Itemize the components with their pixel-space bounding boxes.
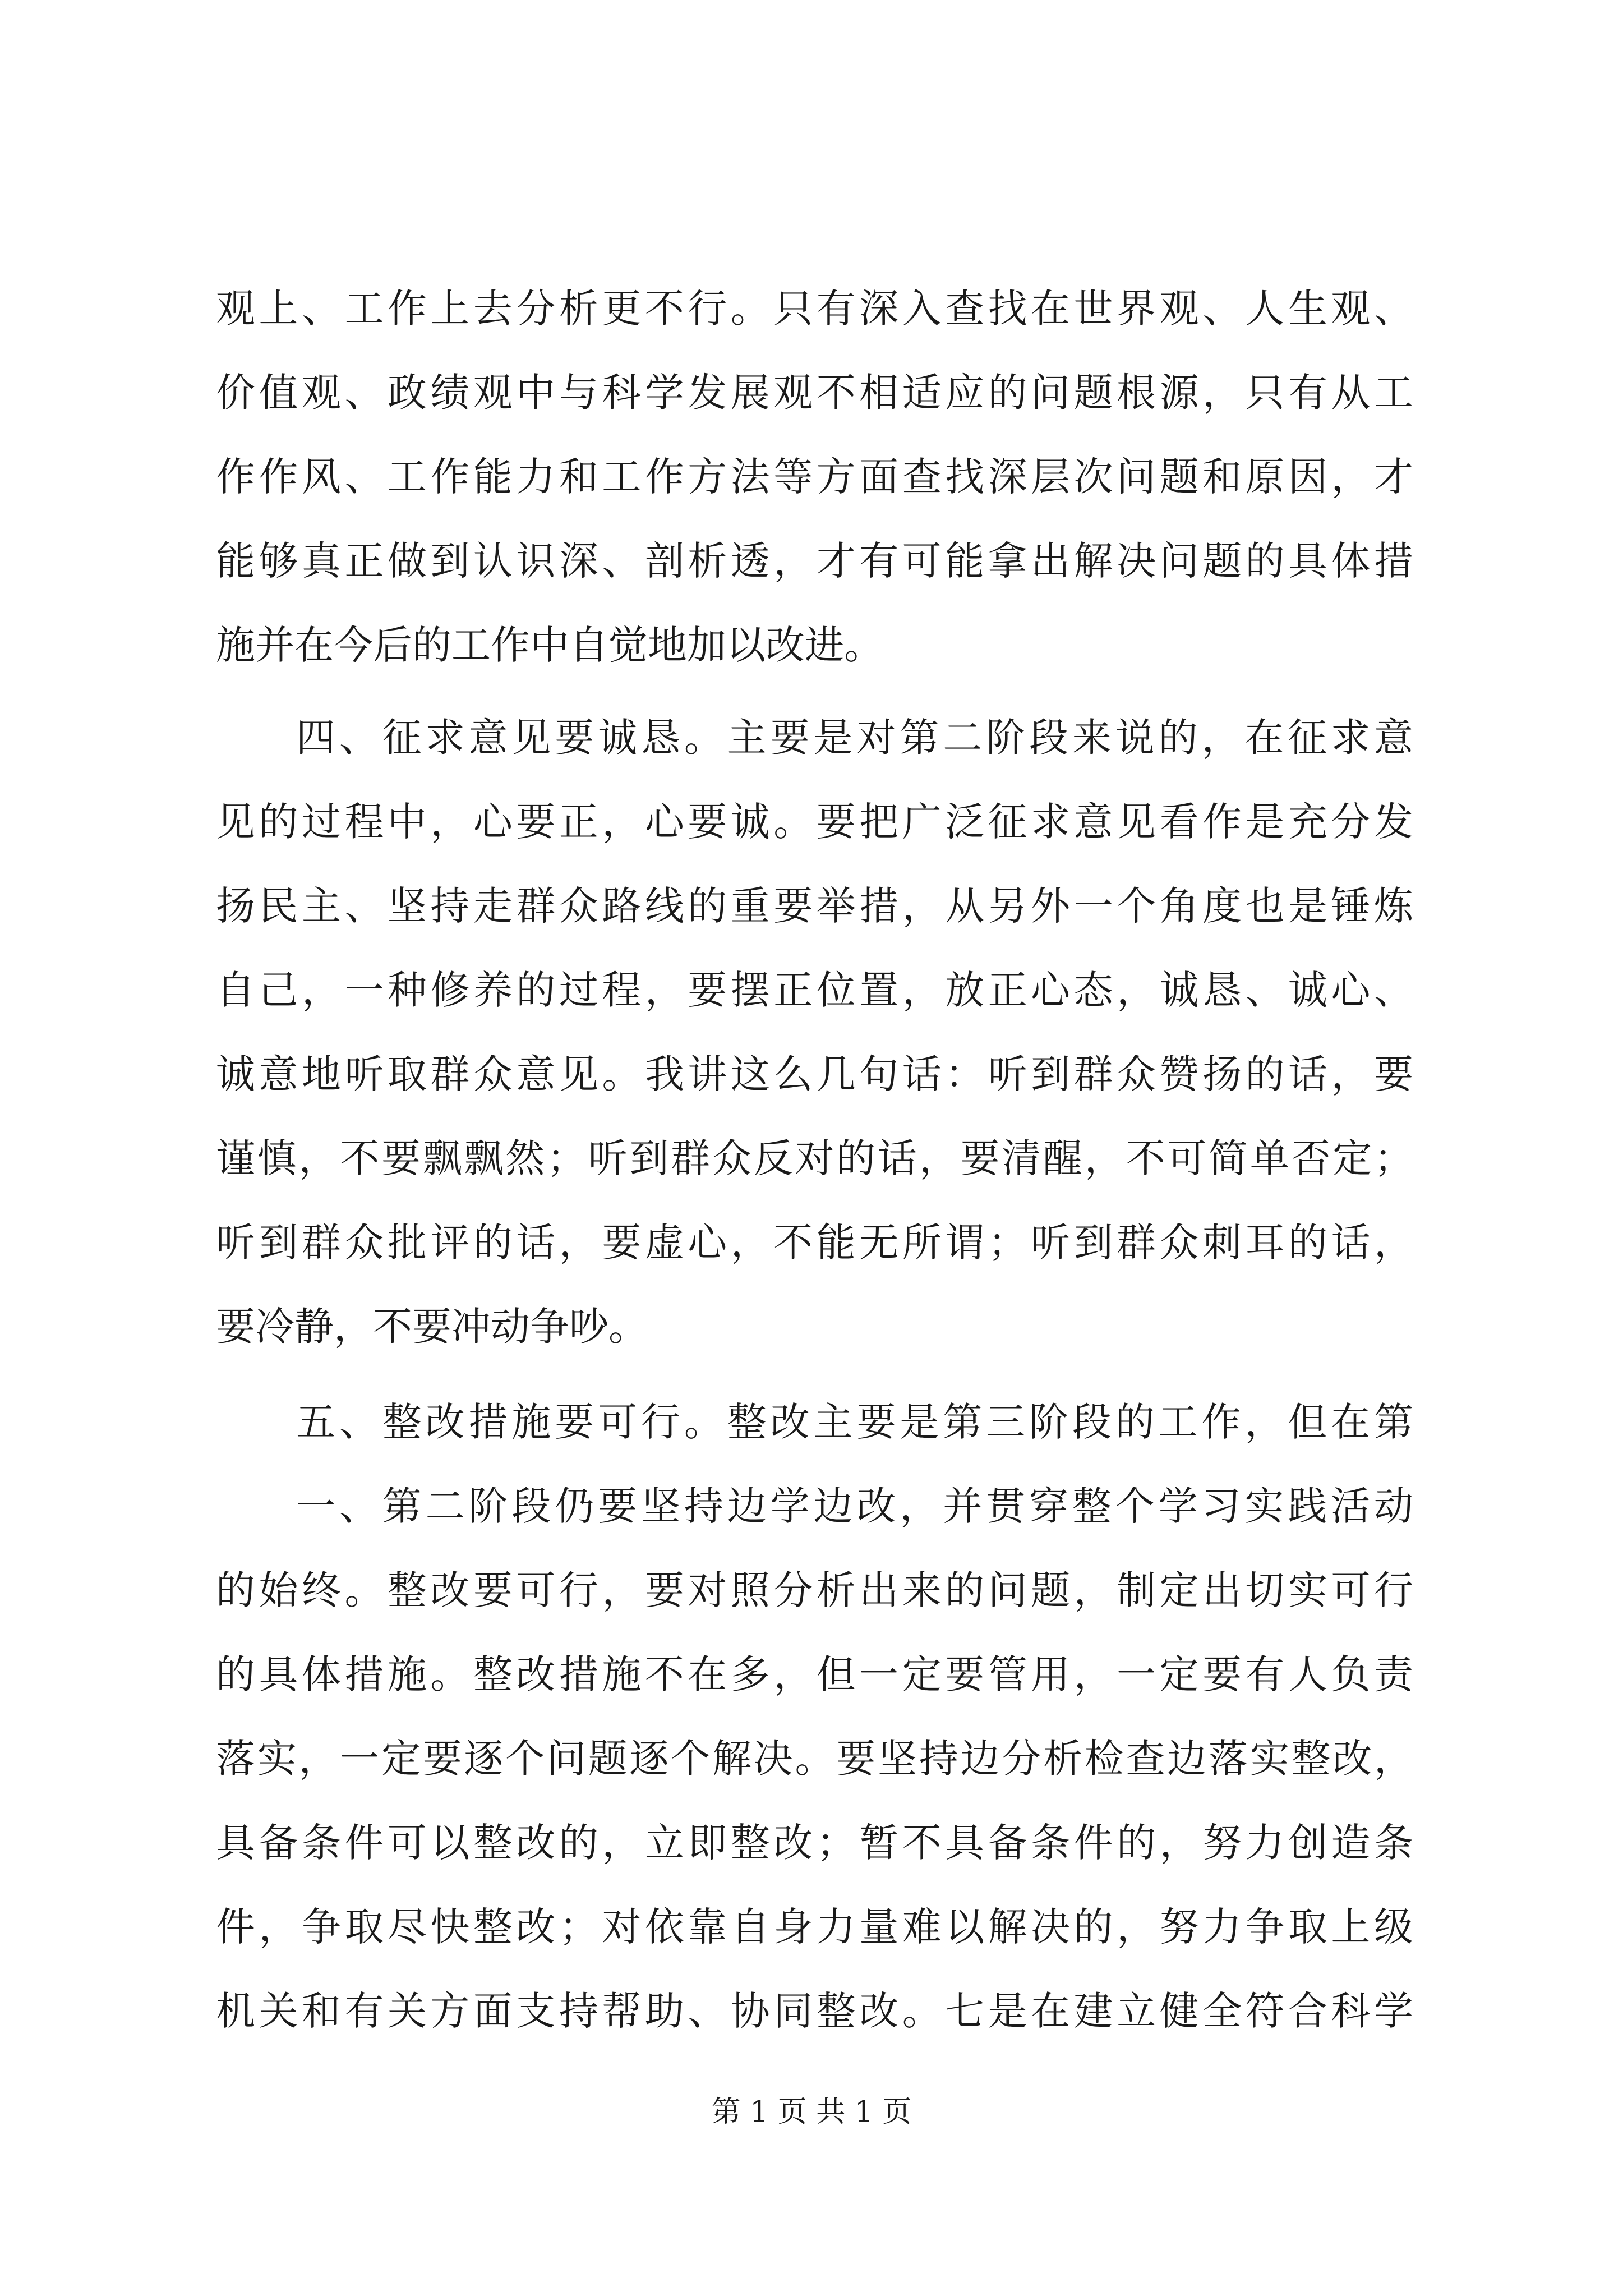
- text-line: 件，争取尽快整改；对依靠自身力量难以解决的，努力争取上级: [216, 1904, 1413, 1950]
- text-line: 落实，一定要逐个问题逐个解决。要坚持边分析检查边落实整改，: [216, 1736, 1413, 1782]
- text-line: 作作风、工作能力和工作方法等方面查找深层次问题和原因，才: [216, 454, 1413, 500]
- text-line: 观上、工作上去分析更不行。只有深入查找在世界观、人生观、: [216, 286, 1413, 332]
- text-line: 能够真正做到认识深、剖析透，才有可能拿出解决问题的具体措: [216, 538, 1413, 584]
- text-line: 的具体措施。整改措施不在多，但一定要管用，一定要有人负责: [216, 1651, 1413, 1697]
- paragraph-first-line: 四、征求意见要诚恳。主要是对第二阶段来说的，在征求意: [296, 715, 1413, 761]
- text-line: 见的过程中，心要正，心要诚。要把广泛征求意见看作是充分发: [216, 799, 1413, 845]
- paragraph-first-line: 五、整改措施要可行。整改主要是第三阶段的工作，但在第: [296, 1399, 1413, 1445]
- text-line: 要冷静，不要冲动争吵。: [216, 1304, 648, 1350]
- text-line: 的始终。整改要可行，要对照分析出来的问题，制定出切实可行: [216, 1567, 1413, 1613]
- text-line: 扬民主、坚持走群众路线的重要举措，从另外一个角度也是锤炼: [216, 883, 1413, 929]
- page-footer: 第 1 页 共 1 页: [711, 2095, 912, 2129]
- text-line: 具备条件可以整改的，立即整改；暂不具备条件的，努力创造条: [216, 1820, 1413, 1866]
- text-line: 诚意地听取群众意见。我讲这么几句话：听到群众赞扬的话，要: [216, 1051, 1413, 1097]
- text-line: 自己，一种修养的过程，要摆正位置，放正心态，诚恳、诚心、: [216, 967, 1413, 1013]
- text-line: 价值观、政绩观中与科学发展观不相适应的问题根源，只有从工: [216, 370, 1413, 416]
- text-line: 机关和有关方面支持帮助、协同整改。七是在建立健全符合科学: [216, 1988, 1413, 2034]
- text-line: 谨慎，不要飘飘然；听到群众反对的话，要清醒，不可简单否定；: [216, 1135, 1413, 1181]
- text-line: 听到群众批评的话，要虚心，不能无所谓；听到群众刺耳的话，: [216, 1220, 1413, 1266]
- text-line: 一、第二阶段仍要坚持边学边改，并贯穿整个学习实践活动: [296, 1483, 1413, 1529]
- text-line: 施并在今后的工作中自觉地加以改进。: [216, 622, 883, 668]
